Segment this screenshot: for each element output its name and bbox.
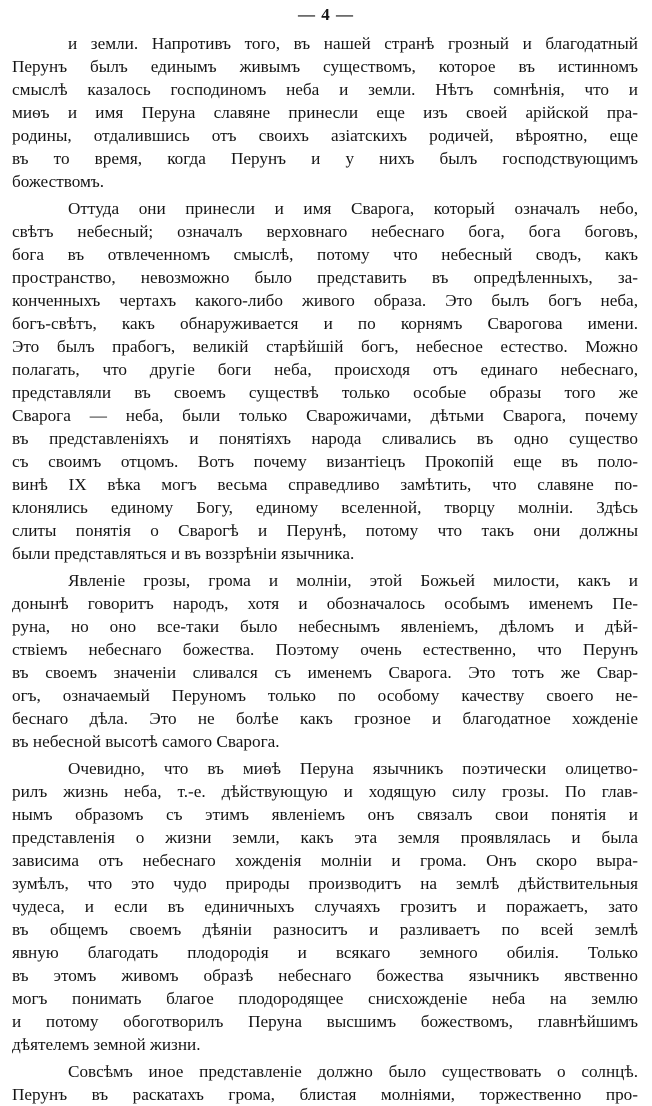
text-line: въ то время, когда Перунъ и у нихъ былъ господствующимъ [12, 149, 638, 168]
text-line: руна, но оно все-таки было небеснымъ явленіемъ, дѣломъ и дѣй- [12, 617, 638, 636]
text-line: бога въ отвлеченномъ смыслѣ, потому что небесный сводъ, какъ [12, 245, 638, 264]
paragraph [12, 757, 638, 1056]
text-line: могъ понимать благое плодородящее снисхожденіе неба на землю [12, 989, 638, 1008]
text-line: Совсѣмъ иное представленіе должно было существовать о солнцѣ. [68, 1062, 638, 1081]
text-line: рилъ жизнь неба, т.-е. дѣйствующую и ходящую силу грозы. По глав- [12, 782, 638, 801]
paragraph [12, 1060, 638, 1106]
text-line: съ своимъ отцомъ. Вотъ почему византіецъ Прокопій еще въ поло- [12, 452, 638, 471]
text-line: полагать, что другіе боги неба, происходя отъ единаго небеснаго, [12, 360, 638, 379]
text-line: и потому обоготворилъ Перуна высшимъ божествомъ, главнѣйшимъ [12, 1012, 638, 1031]
text-line: Очевидно, что въ миѳѣ Перуна язычникъ поэтически олицетво- [68, 759, 638, 778]
text-line: дѣятелемъ земной жизни. [12, 1035, 201, 1054]
text-line: ствіемъ небеснаго божества. Поэтому очень естественно, что Перунъ [12, 640, 638, 659]
text-line: миѳъ и имя Перуна славяне принесли еще изъ своей арійской пра- [12, 103, 638, 122]
text-line: родины, отдалившись отъ своихъ азіатскихъ родичей, вѣроятно, еще [12, 126, 638, 145]
text-line: Сварога — неба, были только Сварожичами, дѣтьми Сварога, почему [12, 406, 638, 425]
text-line: чудеса, и если въ единичныхъ случаяхъ грозитъ и поражаетъ, зато [12, 897, 638, 916]
paragraph [12, 32, 638, 193]
text-line: зумѣлъ, что это чудо природы производитъ на землѣ дѣйствительныя [12, 874, 638, 893]
text-line: Это былъ прабогъ, великій старѣйшій богъ, небесное естество. Можно [12, 337, 638, 356]
text-line: въ общемъ своемъ дѣяніи разноситъ и разливаетъ по всей землѣ [12, 920, 638, 939]
text-line: смыслѣ казалось господиномъ неба и земли. Нѣтъ сомнѣнія, что и [12, 80, 638, 99]
text-line: представляли въ своемъ существѣ только особые образы того же [12, 383, 638, 402]
text-line: огъ, означаемый Перуномъ только по особому качеству своего не- [12, 686, 638, 705]
text-line: богъ-свѣтъ, какъ обнаруживается и по корнямъ Сварогова имени. [12, 314, 638, 333]
text-line: беснаго дѣла. Это не болѣе какъ грозное и благодатное хожденіе [12, 709, 638, 728]
text-body [12, 32, 638, 1106]
text-line: зависима отъ небеснаго хожденія молніи и грома. Онъ скоро выра- [12, 851, 638, 870]
text-line: свѣтъ небесный; означалъ верховнаго небеснаго бога, бога боговъ, [12, 222, 638, 241]
text-line: конченныхъ чертахъ какого-либо живого образа. Это былъ богъ неба, [12, 291, 638, 310]
text-line: винѣ IX вѣка могъ весьма справедливо замѣтить, что славяне по- [12, 475, 638, 494]
page-number: — 4 — [298, 5, 354, 24]
text-line: были представляться и въ воззрѣніи язычника. [12, 544, 355, 563]
text-line: Оттуда они принесли и имя Сварога, который означалъ небо, [68, 199, 638, 218]
paragraph [12, 197, 638, 565]
text-line: и земли. Напротивъ того, въ нашей странѣ грозный и благодатный [68, 34, 638, 53]
text-line: Явленіе грозы, грома и молніи, этой Божьей милости, какъ и [68, 571, 638, 590]
text-line: пространство, невозможно было представить въ опредѣленныхъ, за- [12, 268, 638, 287]
text-line: Перунъ былъ единымъ живымъ существомъ, которое въ истинномъ [12, 57, 638, 76]
text-line: слиты понятія о Сварогѣ и Перунѣ, потому что такъ они должны [12, 521, 638, 540]
paragraph [12, 569, 638, 753]
text-line: клонялись единому Богу, единому вселенной, творцу молніи. Здѣсь [12, 498, 638, 517]
text-line: въ своемъ значеніи сливался съ именемъ Сварога. Это тотъ же Свар- [12, 663, 638, 682]
text-line: Перунъ въ раскатахъ грома, блистая молніями, торжественно про- [12, 1085, 638, 1104]
text-line: нымъ образомъ съ этимъ явленіемъ онъ связалъ свои понятія и [12, 805, 638, 824]
text-line: явную благодать плодородія и всякаго земного обилія. Только [12, 943, 638, 962]
text-line: божествомъ. [12, 172, 105, 191]
text-line: донынѣ говоритъ народъ, хотя и обозначалось особымъ именемъ Пе- [12, 594, 638, 613]
text-line: въ этомъ живомъ образѣ небеснаго божества язычникъ явственно [12, 966, 638, 985]
text-line: представленія о жизни земли, какъ эта земля проявлялась и была [12, 828, 638, 847]
text-line: въ представленіяхъ и понятіяхъ народа сливались въ одно существо [12, 429, 638, 448]
text-line: въ небесной высотѣ самого Сварога. [12, 732, 280, 751]
